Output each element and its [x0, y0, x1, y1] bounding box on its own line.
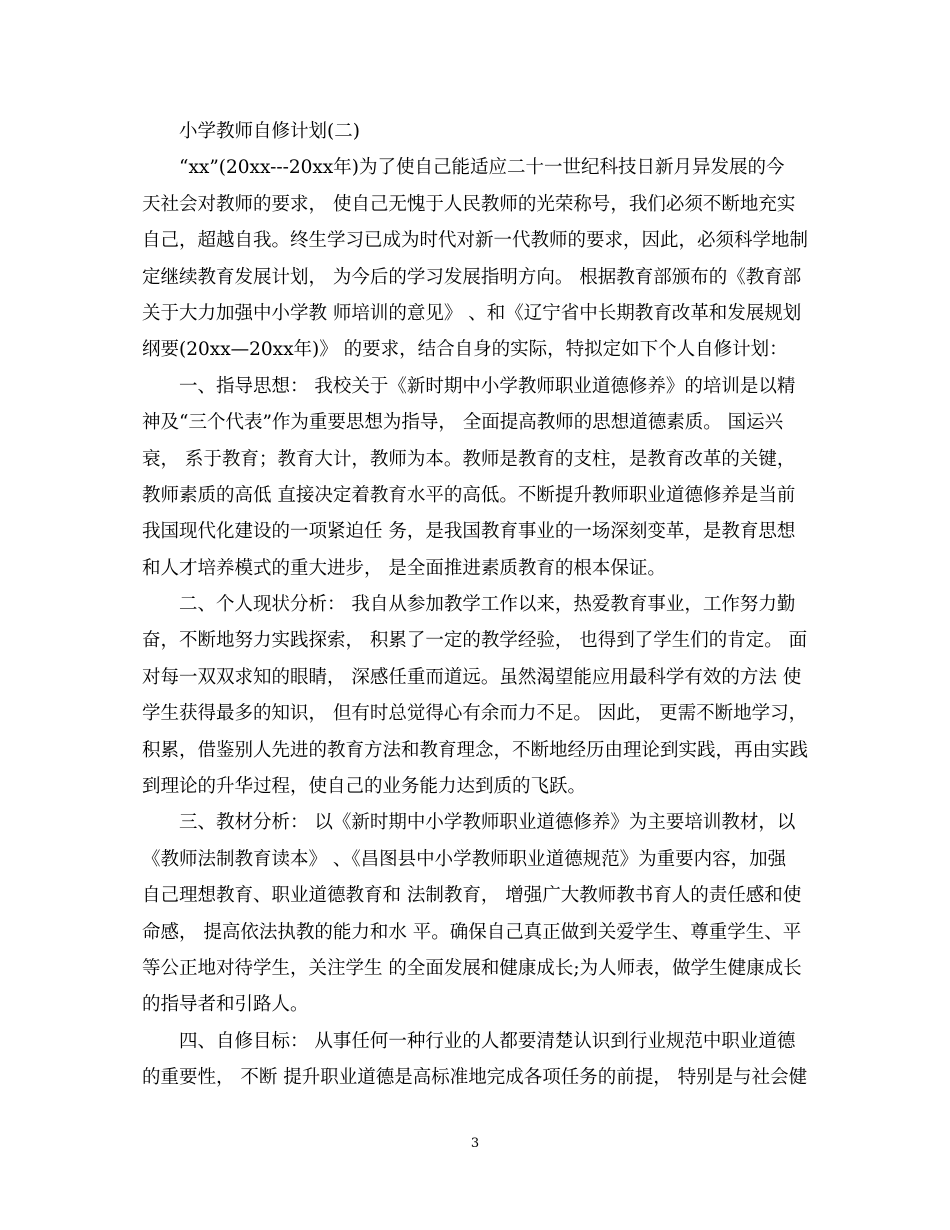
text-line: 对每一双双求知的眼睛， 深感任重而道远。虽然渴望能应用最科学有效的方法 使 — [142, 666, 802, 688]
page-number: 3 — [470, 1136, 480, 1151]
text-line: 衰， 系于教育；教育大计，教师为本。教师是教育的支柱，是教育改革的关键， — [142, 448, 796, 470]
document-title: 小学教师自修计划(二) — [179, 121, 360, 142]
text-line: 等公正地对待学生，关注学生 的全面发展和健康成长;为人师表，做学生健康成长 — [142, 957, 802, 979]
text-line: 《教师法制教育读本》 、《昌图县中小学教师职业道德规范》为重要内容，加强 — [142, 848, 787, 870]
document-body — [142, 114, 814, 1097]
section-heading-status-analysis: 二、个人现状分析： 我自从参加教学工作以来，热爱教育事业，工作努力勤 — [179, 594, 796, 616]
text-line: 我国现代化建设的一项紧迫任 务，是我国教育事业的一场深刻变革，是教育思想 — [142, 521, 796, 543]
text-line: 的指导者和引路人。 — [142, 994, 309, 1016]
text-line: 神及“三个代表”作为重要思想为指导， 全面提高教师的思想道德素质。 国运兴 — [142, 412, 784, 434]
text-line: 和人才培养模式的重大进步， 是全面推进素质教育的根本保证。 — [142, 557, 666, 579]
section-heading-guiding-thought: 一、指导思想： 我校关于《新时期中小学教师职业道德修养》的培训是以精 — [179, 375, 796, 397]
text-line: 学生获得最多的知识， 但有时总觉得心有余而力不足。 因此， 更需不断地学习， — [142, 703, 808, 725]
text-line: 关于大力加强中小学教 师培训的意见》 、和《辽宁省中长期教育改革和发展规划 — [142, 302, 802, 324]
text-line: 命感， 提高依法执教的能力和水 平。确保自己真正做到关爱学生、尊重学生、平 — [142, 921, 802, 943]
text-line: 自己，超越自我。终生学习已成为时代对新一代教师的要求，因此，必须科学地制 — [142, 230, 809, 252]
text-line: 奋，不断地努力实践探索， 积累了一定的教学经验， 也得到了学生们的肯定。 面 — [142, 630, 808, 652]
text-line: 到理论的升华过程，使自己的业务能力达到质的飞跃。 — [142, 776, 587, 798]
text-line: 积累，借鉴别人先进的教育方法和教育理念，不断地经历由理论到实践，再由实践 — [142, 739, 809, 761]
text-line: 定继续教育发展计划， 为今后的学习发展指明方向。 根据教育部颁布的《教育部 — [142, 266, 802, 288]
text-line: 纲要(20xx—20xx年)》 的要求，结合自身的实际，特拟定如下个人自修计划： — [142, 339, 788, 361]
text-line: “xx”(20xx---20xx年)为了使自己能适应二十一世纪科技日新月异发展的今 — [179, 157, 785, 179]
text-line: 的重要性， 不断 提升职业道德是高标准地完成各项任务的前提， 特别是与社会健 — [142, 1067, 808, 1089]
text-line: 天社会对教师的要求， 使自己无愧于人民教师的光荣称号，我们必须不断地充实 — [142, 193, 796, 215]
section-heading-material-analysis: 三、教材分析： 以《新时期中小学教师职业道德修养》为主要培训教材，以 — [179, 812, 796, 834]
section-heading-study-goals: 四、自修目标： 从事任何一种行业的人都要清楚认识到行业规范中职业道德 — [179, 1030, 796, 1052]
text-line: 教师素质的高低 直接决定着教育水平的高低。不断提升教师职业道德修养是当前 — [142, 484, 796, 506]
text-line: 自己理想教育、职业道德教育和 法制教育， 增强广大教师教书育人的责任感和使 — [142, 885, 802, 907]
